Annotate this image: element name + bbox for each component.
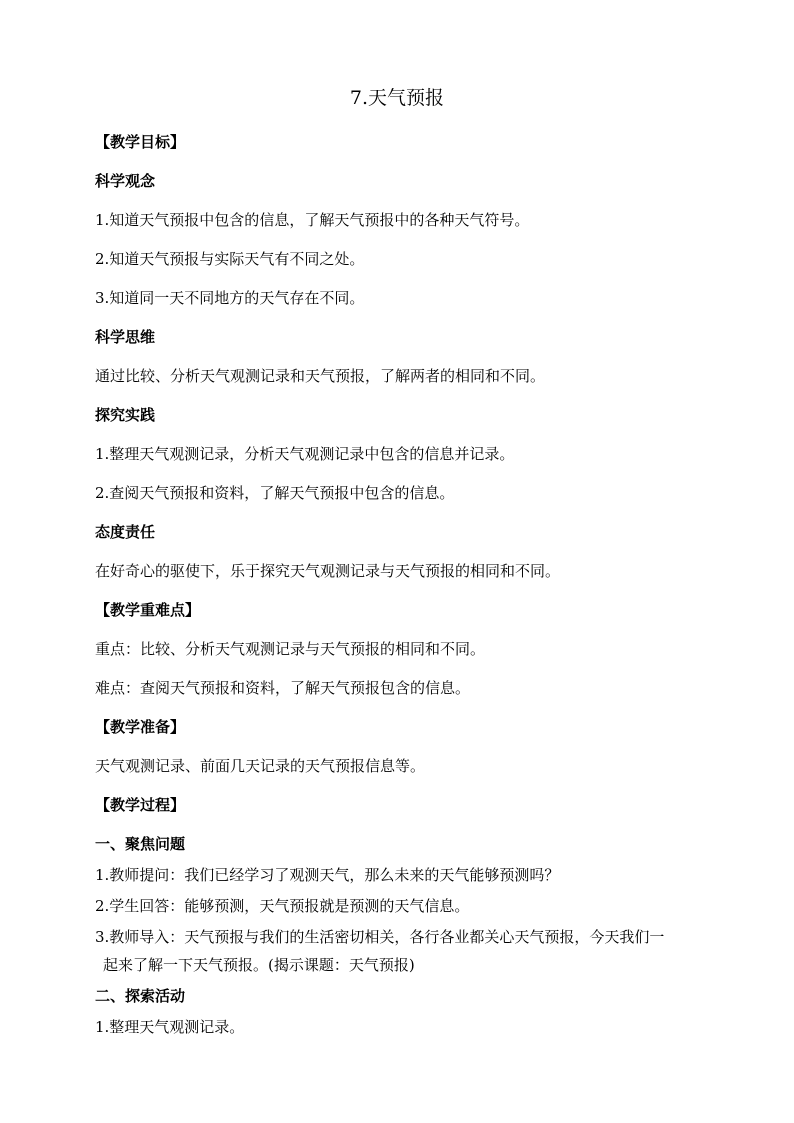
practice-heading: 探究实践	[95, 406, 156, 424]
key-difficult-heading: 【教学重难点】	[95, 601, 201, 619]
practice-item-2: 2.查阅天气预报和资料，了解天气预报中包含的信息。	[95, 484, 455, 502]
part1-item-2: 2.学生回答：能够预测，天气预报就是预测的天气信息。	[95, 897, 470, 915]
attitude-text: 在好奇心的驱使下，乐于探究天气观测记录与天气预报的相同和不同。	[95, 562, 561, 580]
concept-item-2: 2.知道天气预报与实际天气有不同之处。	[95, 250, 365, 268]
goals-heading: 【教学目标】	[95, 133, 186, 151]
prep-text: 天气观测记录、前面几天记录的天气预报信息等。	[95, 757, 426, 775]
concept-item-3: 3.知道同一天不同地方的天气存在不同。	[95, 289, 365, 307]
concept-item-1: 1.知道天气预报中包含的信息，了解天气预报中的各种天气符号。	[95, 211, 530, 229]
difficult-point: 难点：查阅天气预报和资料，了解天气预报包含的信息。	[95, 679, 471, 697]
thinking-heading: 科学思维	[95, 328, 156, 346]
document-title: 7.天气预报	[349, 87, 445, 109]
thinking-text: 通过比较、分析天气观测记录和天气预报，了解两者的相同和不同。	[95, 367, 546, 385]
document-body	[95, 131, 715, 1055]
attitude-heading: 态度责任	[95, 523, 156, 541]
part1-heading: 一、聚焦问题	[95, 835, 186, 853]
part1-item-3-line2: 起来了解一下天气预报。(揭示课题：天气预报)	[103, 956, 415, 974]
process-heading: 【教学过程】	[95, 796, 186, 814]
part2-heading: 二、探索活动	[95, 987, 186, 1005]
practice-item-1: 1.整理天气观测记录，分析天气观测记录中包含的信息并记录。	[95, 445, 515, 463]
part1-item-3-line1: 3.教师导入：天气预报与我们的生活密切相关，各行各业都关心天气预报，今天我们一	[95, 928, 665, 946]
part1-item-1: 1.教师提问：我们已经学习了观测天气，那么未来的天气能够预测吗？	[95, 866, 560, 884]
key-point: 重点：比较、分析天气观测记录与天气预报的相同和不同。	[95, 640, 486, 658]
prep-heading: 【教学准备】	[95, 718, 186, 736]
part2-item-1: 1.整理天气观测记录。	[95, 1018, 245, 1036]
concept-heading: 科学观念	[95, 172, 156, 190]
